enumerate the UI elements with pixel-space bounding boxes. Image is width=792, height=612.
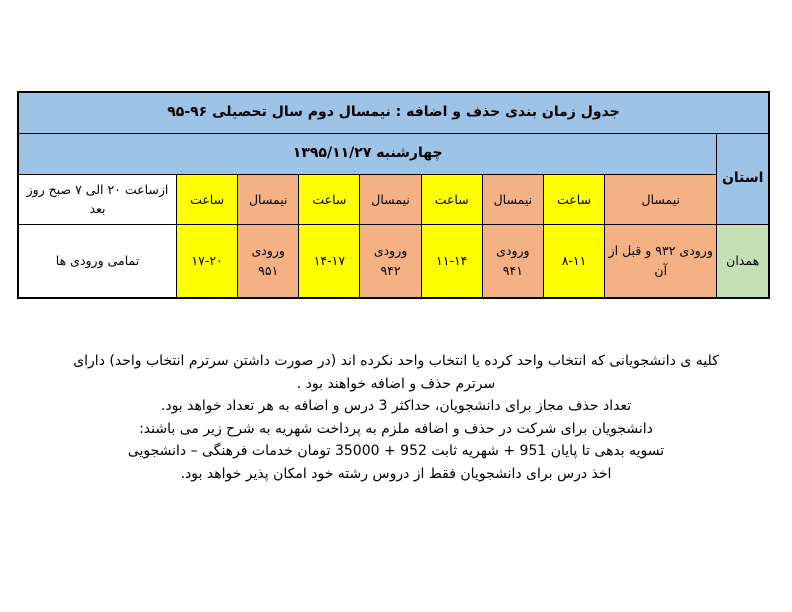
semester-cell-4: ورودی ۹۵۱ xyxy=(238,224,299,298)
note-line: تسویه بدهی تا پایان 951 + شهریه ثابت 952 + 35000 تومان خدمات فرهنگی – دانشجویی xyxy=(127,443,665,459)
semester-header-4: نیمسال xyxy=(238,175,299,224)
after-hours-cell: تمامی ورودی ها xyxy=(18,224,177,298)
semester-header-2: نیمسال xyxy=(482,175,543,224)
state-header: استان xyxy=(717,134,769,224)
table-date: چهارشنبه ۱۳۹۵/۱۱/۲۷ xyxy=(18,134,717,175)
note-line: سرترم حذف و اضافه خواهند بود . xyxy=(296,375,496,392)
note-line: کلیه ی دانشجویانی که انتخاب واحد کرده یا انتخاب واحد نکرده اند (در صورت داشتن سرترم انتخاب واحد) دارای xyxy=(73,353,719,369)
note-line: دانشجویان برای شرکت در حذف و اضافه ملزم به پرداخت شهریه به شرح زیر می باشند: xyxy=(139,420,653,437)
time-cell-1: ۸-۱۱ xyxy=(543,224,604,298)
semester-header-1: نیمسال xyxy=(605,175,717,224)
time-header-4: ساعت xyxy=(177,175,238,224)
note-line: تعداد حذف مجاز برای دانشجویان، حداکثر 3 درس و اضافه به هر تعداد خواهد بود. xyxy=(160,398,632,414)
table-title: جدول زمان بندی حذف و اضافه : نیمسال دوم سال تحصیلی ۹۶-۹۵ xyxy=(18,92,769,134)
time-header-2: ساعت xyxy=(421,175,482,224)
time-header-3: ساعت xyxy=(299,175,360,224)
time-cell-4: ۱۷-۲۰ xyxy=(177,224,238,298)
time-header-1: ساعت xyxy=(543,175,604,224)
schedule-table xyxy=(17,91,770,299)
time-cell-3: ۱۴-۱۷ xyxy=(299,224,360,298)
time-cell-2: ۱۱-۱۴ xyxy=(421,224,482,298)
after-hours-header: ازساعت ۲۰ الی ۷ صبح روز بعد xyxy=(18,175,177,224)
state-cell: همدان xyxy=(717,224,769,298)
semester-cell-1: ورودی ۹۳۲ و قبل از آن xyxy=(605,224,717,298)
note-line: اخذ درس برای دانشجویان فقط از دروس رشته خود امکان پذیر خواهد بود. xyxy=(180,465,612,482)
semester-cell-3: ورودی ۹۴۲ xyxy=(360,224,421,298)
notes-block xyxy=(20,350,772,485)
semester-cell-2: ورودی ۹۴۱ xyxy=(482,224,543,298)
semester-header-3: نیمسال xyxy=(360,175,421,224)
